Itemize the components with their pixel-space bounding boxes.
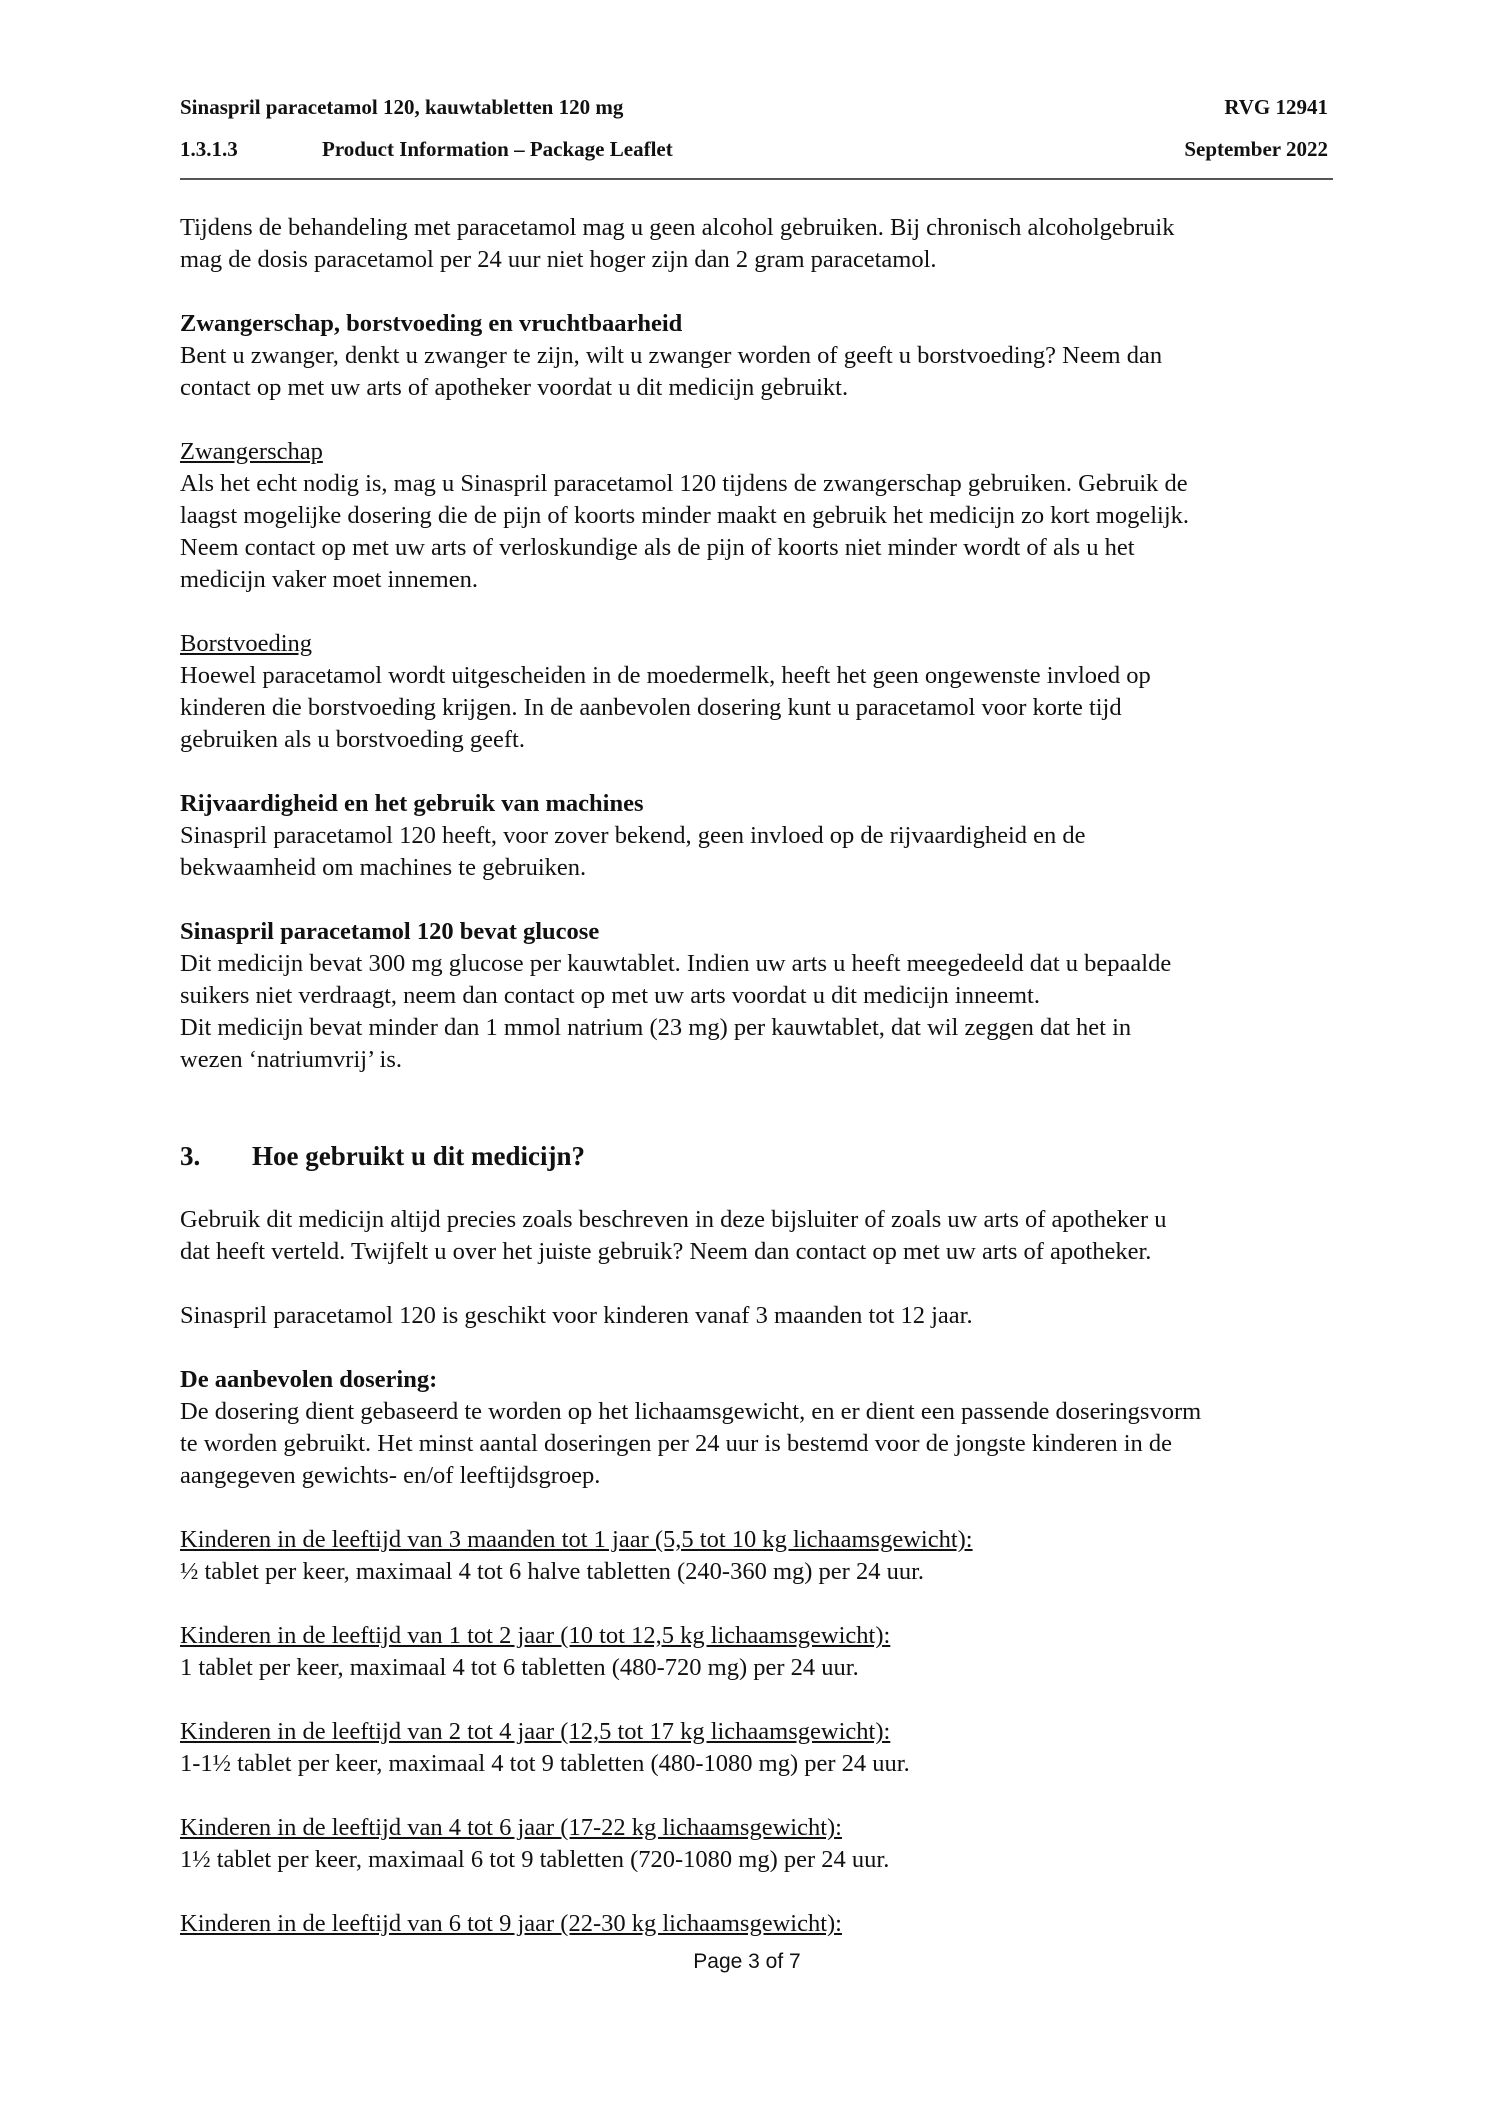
page-footer — [0, 1950, 1494, 1974]
dose-group-heading: Kinderen in de leeftijd van 6 tot 9 jaar (22-30 kg lichaamsgewicht): — [180, 1910, 842, 1937]
dose-group-text: 1-1½ tablet per keer, maximaal 4 tot 9 tabletten (480-1080 mg) per 24 uur. — [180, 1750, 910, 1777]
driving-heading: Rijvaardigheid en het gebruik van machines — [180, 790, 644, 817]
document-date: September 2022 — [1184, 137, 1328, 161]
rvg-number: RVG 12941 — [1224, 95, 1328, 119]
section-title: Product Information – Package Leaflet — [322, 137, 673, 161]
dose-group-heading: Kinderen in de leeftijd van 1 tot 2 jaar (10 tot 12,5 kg lichaamsgewicht): — [180, 1622, 891, 1649]
dose-group-text: ½ tablet per keer, maximaal 4 tot 6 halve tabletten (240-360 mg) per 24 uur. — [180, 1558, 924, 1585]
section-3-heading — [180, 1140, 1330, 1172]
glucose-heading: Sinaspril paracetamol 120 bevat glucose — [180, 918, 600, 945]
dose-group-heading: Kinderen in de leeftijd van 2 tot 4 jaar (12,5 tot 17 kg lichaamsgewicht): — [180, 1718, 891, 1745]
dose-group-heading: Kinderen in de leeftijd van 4 tot 6 jaar (17-22 kg lichaamsgewicht): — [180, 1814, 842, 1841]
borstvoeding-paragraph: Hoewel paracetamol wordt uitgescheiden in de moedermelk, heeft het geen ongewenste invloed op kinderen die borstvoeding krijgen. In de aanbevolen dosering kunt u paracetamol voor korte tijd gebruiken als u borstvoeding geeft. — [180, 662, 1151, 753]
zwangerschap-heading: Zwangerschap — [180, 438, 323, 465]
dose-group-text: 1 tablet per keer, maximaal 4 tot 6 tabletten (480-720 mg) per 24 uur. — [180, 1654, 859, 1681]
pregnancy-paragraph: Bent u zwanger, denkt u zwanger te zijn, wilt u zwanger worden of geeft u borstvoeding? Neem dan contact op met uw arts of apotheker voordat u dit medicijn gebruikt. — [180, 342, 1163, 401]
usage-paragraph: Gebruik dit medicijn altijd precies zoals beschreven in deze bijsluiter of zoals uw arts of apotheker u dat heeft verteld. Twijfelt u over het juiste gebruik? Neem dan contact op met uw arts of apotheker. — [180, 1206, 1167, 1265]
pregnancy-heading: Zwangerschap, borstvoeding en vruchtbaarheid — [180, 310, 683, 337]
page-number: Page 3 of 7 — [693, 1950, 801, 1973]
glucose-paragraph: Dit medicijn bevat 300 mg glucose per kauwtablet. Indien uw arts u heeft meegedeeld dat u bepaalde suikers niet verdraagt, neem dan contact op met uw arts voordat u dit medicijn inneemt. Dit medicijn bevat minder dan 1 mmol natrium (23 mg) per kauwtablet, dat wil zeggen dat het in wezen ‘natriumvrij’ is. — [180, 950, 1172, 1073]
suitable-paragraph: Sinaspril paracetamol 120 is geschikt voor kinderen vanaf 3 maanden tot 12 jaar. — [180, 1302, 973, 1329]
borstvoeding-heading: Borstvoeding — [180, 630, 313, 657]
section-3-number: 3. — [180, 1141, 201, 1171]
section-3-title: Hoe gebruikt u dit medicijn? — [252, 1141, 586, 1171]
dose-group-heading: Kinderen in de leeftijd van 3 maanden tot 1 jaar (5,5 tot 10 kg lichaamsgewicht): — [180, 1526, 973, 1553]
header-divider — [180, 178, 1333, 180]
alcohol-paragraph: Tijdens de behandeling met paracetamol mag u geen alcohol gebruiken. Bij chronisch alcoholgebruik mag de dosis paracetamol per 24 uur niet hoger zijn dan 2 gram paracetamol. — [180, 214, 1175, 273]
dosage-heading: De aanbevolen dosering: — [180, 1366, 438, 1393]
header-row-2 — [180, 136, 1328, 178]
document-title: Sinaspril paracetamol 120, kauwtabletten 120 mg — [180, 95, 624, 119]
page-header — [180, 94, 1328, 178]
driving-paragraph: Sinaspril paracetamol 120 heeft, voor zover bekend, geen invloed op de rijvaardigheid en de bekwaamheid om machines te gebruiken. — [180, 822, 1086, 881]
section-number: 1.3.1.3 — [180, 137, 238, 161]
header-row-1 — [180, 94, 1328, 136]
zwangerschap-paragraph: Als het echt nodig is, mag u Sinaspril paracetamol 120 tijdens de zwangerschap gebruiken. Gebruik de laagst mogelijke dosering die de pijn of koorts minder maakt en gebruik het medicijn zo kort mogelijk. Neem contact op met uw arts of verloskundige als de pijn of koorts niet minder wordt of als u het medicijn vaker moet innemen. — [180, 470, 1190, 593]
dosage-paragraph: De dosering dient gebaseerd te worden op het lichaamsgewicht, en er dient een passende doseringsvorm te worden gebruikt. Het minst aantal doseringen per 24 uur is bestemd voor de jongste kinderen in de aangegeven gewichts- en/of leeftijdsgroep. — [180, 1398, 1202, 1489]
document-body — [180, 212, 1330, 1940]
dose-group-text: 1½ tablet per keer, maximaal 6 tot 9 tabletten (720-1080 mg) per 24 uur. — [180, 1846, 890, 1873]
